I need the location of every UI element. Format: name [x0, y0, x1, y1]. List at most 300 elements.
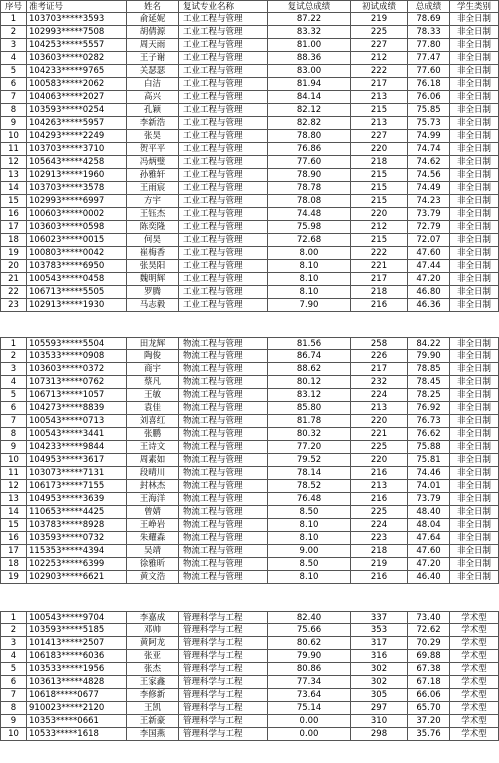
cell-retest: 8.10 [268, 571, 351, 584]
cell-total: 72.07 [408, 234, 450, 247]
cell-ticket: 115353*****4394 [27, 545, 127, 558]
cell-ticket: 107313*****0762 [27, 376, 127, 389]
cell-major: 工业工程与管理 [179, 104, 268, 117]
cell-retest: 0.00 [268, 715, 351, 728]
table-row [0, 286, 499, 299]
cell-ticket: 104953*****3639 [27, 493, 127, 506]
cell-total: 35.76 [408, 728, 450, 741]
cell-total: 66.06 [408, 689, 450, 702]
cell-initial: 216 [351, 571, 408, 584]
cell-seq: 22 [0, 286, 27, 299]
cell-ticket: 100603*****0002 [27, 208, 127, 221]
cell-category: 非全日制 [450, 156, 499, 169]
cell-major: 管理科学与工程 [179, 728, 268, 741]
cell-major: 工业工程与管理 [179, 234, 268, 247]
cell-initial: 215 [351, 234, 408, 247]
cell-major: 管理科学与工程 [179, 611, 268, 624]
cell-seq: 10 [0, 728, 27, 741]
cell-initial: 217 [351, 273, 408, 286]
cell-total: 74.99 [408, 130, 450, 143]
cell-ticket: 104253*****5557 [27, 39, 127, 52]
cell-category: 非全日制 [450, 78, 499, 91]
cell-category: 非全日制 [450, 104, 499, 117]
table-row [0, 169, 499, 182]
cell-initial: 226 [351, 350, 408, 363]
cell-retest: 85.80 [268, 402, 351, 415]
cell-initial: 317 [351, 637, 408, 650]
cell-major: 管理科学与工程 [179, 637, 268, 650]
table-row [0, 467, 499, 480]
cell-major: 物流工程与管理 [179, 467, 268, 480]
cell-ticket: 100543*****0713 [27, 415, 127, 428]
cell-category: 非全日制 [450, 519, 499, 532]
cell-major: 物流工程与管理 [179, 415, 268, 428]
cell-initial: 297 [351, 702, 408, 715]
cell-name: 王凯 [127, 702, 179, 715]
cell-initial: 232 [351, 376, 408, 389]
cell-initial: 225 [351, 26, 408, 39]
cell-seq: 3 [0, 637, 27, 650]
cell-initial: 227 [351, 39, 408, 52]
cell-total: 74.56 [408, 169, 450, 182]
table-row [0, 208, 499, 221]
cell-seq: 5 [0, 389, 27, 402]
cell-major: 管理科学与工程 [179, 702, 268, 715]
cell-ticket: 103613*****4828 [27, 676, 127, 689]
cell-retest: 84.14 [268, 91, 351, 104]
cell-retest: 8.10 [268, 519, 351, 532]
cell-category: 非全日制 [450, 13, 499, 26]
cell-initial: 217 [351, 78, 408, 91]
cell-retest: 80.32 [268, 428, 351, 441]
cell-seq: 17 [0, 221, 27, 234]
table-row [0, 676, 499, 689]
cell-major: 复试专业名称 [179, 0, 268, 13]
cell-total: 75.73 [408, 117, 450, 130]
cell-initial: 213 [351, 117, 408, 130]
cell-name: 姓名 [127, 0, 179, 13]
cell-ticket: 103603*****0372 [27, 363, 127, 376]
cell-major: 工业工程与管理 [179, 182, 268, 195]
cell-category: 学术型 [450, 663, 499, 676]
cell-major: 物流工程与管理 [179, 545, 268, 558]
cell-total: 74.23 [408, 195, 450, 208]
cell-total: 67.18 [408, 676, 450, 689]
cell-seq: 1 [0, 337, 27, 350]
cell-total: 79.90 [408, 350, 450, 363]
cell-retest: 9.00 [268, 545, 351, 558]
cell-total: 74.62 [408, 156, 450, 169]
cell-total: 78.85 [408, 363, 450, 376]
cell-name: 王敏 [127, 389, 179, 402]
cell-total: 74.01 [408, 480, 450, 493]
cell-major: 物流工程与管理 [179, 493, 268, 506]
cell-major: 工业工程与管理 [179, 169, 268, 182]
cell-category: 非全日制 [450, 130, 499, 143]
cell-name: 段晴川 [127, 467, 179, 480]
cell-retest: 76.48 [268, 493, 351, 506]
cell-name: 方宇 [127, 195, 179, 208]
cell-major: 工业工程与管理 [179, 65, 268, 78]
cell-seq: 14 [0, 506, 27, 519]
table-row [0, 480, 499, 493]
cell-ticket: 103703*****3593 [27, 13, 127, 26]
cell-major: 工业工程与管理 [179, 78, 268, 91]
cell-name: 王海洋 [127, 493, 179, 506]
cell-seq: 4 [0, 650, 27, 663]
cell-initial: 222 [351, 247, 408, 260]
cell-category: 非全日制 [450, 208, 499, 221]
cell-major: 物流工程与管理 [179, 363, 268, 376]
cell-name: 邓帅 [127, 624, 179, 637]
cell-major: 物流工程与管理 [179, 454, 268, 467]
cell-total: 46.36 [408, 299, 450, 312]
cell-retest: 79.52 [268, 454, 351, 467]
cell-name: 崔梅香 [127, 247, 179, 260]
cell-total: 75.81 [408, 454, 450, 467]
cell-name: 俞延妮 [127, 13, 179, 26]
cell-seq: 9 [0, 441, 27, 454]
table-row [0, 402, 499, 415]
cell-seq: 20 [0, 260, 27, 273]
cell-seq: 16 [0, 532, 27, 545]
cell-name: 袁佳 [127, 402, 179, 415]
cell-ticket: 102913*****1960 [27, 169, 127, 182]
table-row [0, 156, 499, 169]
cell-retest: 77.60 [268, 156, 351, 169]
cell-total: 46.80 [408, 286, 450, 299]
cell-initial: 初试成绩 [351, 0, 408, 13]
cell-initial: 220 [351, 415, 408, 428]
cell-seq: 15 [0, 519, 27, 532]
cell-seq: 9 [0, 715, 27, 728]
cell-retest: 78.52 [268, 480, 351, 493]
cell-retest: 7.90 [268, 299, 351, 312]
cell-ticket: 106713*****5505 [27, 286, 127, 299]
cell-major: 工业工程与管理 [179, 286, 268, 299]
cell-initial: 212 [351, 221, 408, 234]
cell-seq: 19 [0, 571, 27, 584]
cell-major: 工业工程与管理 [179, 221, 268, 234]
cell-ticket: 106023*****0015 [27, 234, 127, 247]
table-row [0, 532, 499, 545]
cell-major: 管理科学与工程 [179, 650, 268, 663]
cell-major: 物流工程与管理 [179, 389, 268, 402]
cell-total: 77.47 [408, 52, 450, 65]
cell-major: 工业工程与管理 [179, 91, 268, 104]
cell-category: 学术型 [450, 728, 499, 741]
table-row [0, 506, 499, 519]
cell-name: 张亚 [127, 650, 179, 663]
cell-category: 非全日制 [450, 376, 499, 389]
cell-seq: 4 [0, 52, 27, 65]
cell-seq: 2 [0, 26, 27, 39]
cell-total: 77.60 [408, 65, 450, 78]
table-row [0, 389, 499, 402]
cell-seq: 9 [0, 117, 27, 130]
cell-retest: 8.10 [268, 286, 351, 299]
cell-major: 工业工程与管理 [179, 130, 268, 143]
cell-name: 黄文浩 [127, 571, 179, 584]
cell-category: 非全日制 [450, 363, 499, 376]
table-row [0, 234, 499, 247]
cell-retest: 78.80 [268, 130, 351, 143]
cell-seq: 15 [0, 195, 27, 208]
table-row [0, 558, 499, 571]
cell-seq: 7 [0, 415, 27, 428]
cell-seq: 13 [0, 169, 27, 182]
cell-category: 非全日制 [450, 532, 499, 545]
cell-name: 王雨宸 [127, 182, 179, 195]
cell-category: 学术型 [450, 624, 499, 637]
cell-category: 非全日制 [450, 117, 499, 130]
cell-total: 73.79 [408, 493, 450, 506]
cell-name: 李修新 [127, 689, 179, 702]
table-row [0, 702, 499, 715]
cell-ticket: 100543*****0458 [27, 273, 127, 286]
cell-retest: 77.20 [268, 441, 351, 454]
cell-ticket: 106713*****1057 [27, 389, 127, 402]
cell-total: 84.22 [408, 337, 450, 350]
cell-initial: 305 [351, 689, 408, 702]
cell-category: 非全日制 [450, 402, 499, 415]
cell-retest: 83.32 [268, 26, 351, 39]
cell-category: 非全日制 [450, 571, 499, 584]
cell-initial: 218 [351, 286, 408, 299]
cell-category: 非全日制 [450, 182, 499, 195]
table-row [0, 663, 499, 676]
cell-major: 工业工程与管理 [179, 52, 268, 65]
table-row [0, 493, 499, 506]
cell-retest: 81.94 [268, 78, 351, 91]
cell-name: 魏明辉 [127, 273, 179, 286]
cell-total: 69.88 [408, 650, 450, 663]
cell-category: 非全日制 [450, 286, 499, 299]
cell-retest: 78.08 [268, 195, 351, 208]
table-row [0, 363, 499, 376]
cell-category: 非全日制 [450, 350, 499, 363]
cell-ticket: 104233*****9844 [27, 441, 127, 454]
cell-ticket: 104063*****2027 [27, 91, 127, 104]
cell-major: 工业工程与管理 [179, 143, 268, 156]
cell-initial: 298 [351, 728, 408, 741]
cell-ticket: 100583*****2062 [27, 78, 127, 91]
cell-initial: 302 [351, 663, 408, 676]
cell-ticket: 103603*****0598 [27, 221, 127, 234]
cell-major: 物流工程与管理 [179, 519, 268, 532]
cell-initial: 222 [351, 65, 408, 78]
cell-ticket: 103533*****1956 [27, 663, 127, 676]
cell-name: 吴靖 [127, 545, 179, 558]
cell-name: 刘喜红 [127, 415, 179, 428]
cell-total: 76.62 [408, 428, 450, 441]
cell-total: 47.44 [408, 260, 450, 273]
cell-retest: 8.10 [268, 273, 351, 286]
table-row [0, 611, 499, 624]
cell-name: 王诗文 [127, 441, 179, 454]
cell-total: 76.06 [408, 91, 450, 104]
cell-ticket: 102903*****6621 [27, 571, 127, 584]
cell-category: 非全日制 [450, 260, 499, 273]
cell-major: 物流工程与管理 [179, 428, 268, 441]
table-row [0, 441, 499, 454]
cell-initial: 258 [351, 337, 408, 350]
table-row [0, 91, 499, 104]
cell-seq: 5 [0, 65, 27, 78]
cell-seq: 21 [0, 273, 27, 286]
cell-name: 孙雅轩 [127, 169, 179, 182]
cell-total: 47.60 [408, 247, 450, 260]
cell-retest: 73.64 [268, 689, 351, 702]
cell-seq: 8 [0, 104, 27, 117]
cell-initial: 225 [351, 506, 408, 519]
cell-name: 关瑟瑟 [127, 65, 179, 78]
cell-name: 周天雨 [127, 39, 179, 52]
cell-category: 非全日制 [450, 454, 499, 467]
cell-retest: 75.66 [268, 624, 351, 637]
table-row [0, 143, 499, 156]
table-row [0, 221, 499, 234]
cell-ticket: 105643*****4258 [27, 156, 127, 169]
cell-ticket: 104263*****5957 [27, 117, 127, 130]
cell-name: 封林杰 [127, 480, 179, 493]
cell-initial: 220 [351, 208, 408, 221]
cell-initial: 215 [351, 104, 408, 117]
cell-retest: 8.00 [268, 247, 351, 260]
cell-initial: 220 [351, 143, 408, 156]
cell-total: 78.25 [408, 389, 450, 402]
cell-name: 高兴 [127, 91, 179, 104]
cell-category: 学术型 [450, 702, 499, 715]
cell-major: 工业工程与管理 [179, 260, 268, 273]
cell-name: 朱耀森 [127, 532, 179, 545]
cell-major: 物流工程与管理 [179, 376, 268, 389]
table-row [0, 650, 499, 663]
table-row [0, 545, 499, 558]
cell-ticket: 910023*****2120 [27, 702, 127, 715]
cell-initial: 219 [351, 558, 408, 571]
cell-total: 72.79 [408, 221, 450, 234]
cell-major: 管理科学与工程 [179, 663, 268, 676]
table-row [0, 624, 499, 637]
cell-ticket: 102993*****7508 [27, 26, 127, 39]
cell-seq: 10 [0, 454, 27, 467]
cell-name: 张昊阳 [127, 260, 179, 273]
cell-retest: 82.40 [268, 611, 351, 624]
cell-initial: 220 [351, 454, 408, 467]
cell-ticket: 100543*****9704 [27, 611, 127, 624]
cell-ticket: 准考证号 [27, 0, 127, 13]
cell-seq: 3 [0, 363, 27, 376]
cell-name: 贺平平 [127, 143, 179, 156]
cell-seq: 19 [0, 247, 27, 260]
cell-ticket: 103073*****7131 [27, 467, 127, 480]
cell-retest: 8.50 [268, 506, 351, 519]
cell-retest: 80.86 [268, 663, 351, 676]
cell-seq: 5 [0, 663, 27, 676]
cell-total: 48.40 [408, 506, 450, 519]
cell-initial: 213 [351, 402, 408, 415]
cell-retest: 80.62 [268, 637, 351, 650]
cell-total: 65.70 [408, 702, 450, 715]
cell-seq: 10 [0, 130, 27, 143]
table-row [0, 415, 499, 428]
cell-seq: 序号 [0, 0, 27, 13]
cell-retest: 8.50 [268, 558, 351, 571]
table-row [0, 376, 499, 389]
cell-major: 工业工程与管理 [179, 195, 268, 208]
cell-initial: 216 [351, 467, 408, 480]
cell-initial: 215 [351, 182, 408, 195]
cell-name: 马志毅 [127, 299, 179, 312]
cell-retest: 76.86 [268, 143, 351, 156]
cell-name: 王家鑫 [127, 676, 179, 689]
cell-category: 非全日制 [450, 441, 499, 454]
cell-major: 工业工程与管理 [179, 156, 268, 169]
cell-category: 非全日制 [450, 558, 499, 571]
cell-initial: 218 [351, 156, 408, 169]
cell-retest: 83.00 [268, 65, 351, 78]
cell-total: 37.20 [408, 715, 450, 728]
table-row [0, 637, 499, 650]
cell-major: 工业工程与管理 [179, 247, 268, 260]
cell-ticket: 10353*****0661 [27, 715, 127, 728]
cell-category: 学术型 [450, 650, 499, 663]
cell-ticket: 103783*****8928 [27, 519, 127, 532]
cell-category: 学术型 [450, 689, 499, 702]
cell-seq: 14 [0, 182, 27, 195]
table-row [0, 182, 499, 195]
cell-category: 学生类别 [450, 0, 499, 13]
cell-initial: 353 [351, 624, 408, 637]
cell-total: 76.73 [408, 415, 450, 428]
cell-retest: 77.34 [268, 676, 351, 689]
cell-total: 47.20 [408, 558, 450, 571]
cell-category: 非全日制 [450, 91, 499, 104]
cell-seq: 1 [0, 611, 27, 624]
cell-retest: 88.62 [268, 363, 351, 376]
cell-ticket: 104273*****8839 [27, 402, 127, 415]
cell-seq: 8 [0, 702, 27, 715]
cell-name: 冯炳璧 [127, 156, 179, 169]
cell-category: 非全日制 [450, 247, 499, 260]
cell-major: 物流工程与管理 [179, 402, 268, 415]
table-row [0, 715, 499, 728]
cell-seq: 3 [0, 39, 27, 52]
cell-seq: 13 [0, 493, 27, 506]
cell-seq: 16 [0, 208, 27, 221]
table-row [0, 428, 499, 441]
cell-name: 徐雅昕 [127, 558, 179, 571]
cell-ticket: 106173*****7155 [27, 480, 127, 493]
cell-category: 学术型 [450, 715, 499, 728]
cell-category: 非全日制 [450, 337, 499, 350]
cell-name: 蔡凡 [127, 376, 179, 389]
cell-category: 非全日制 [450, 415, 499, 428]
table-row [0, 350, 499, 363]
cell-seq: 18 [0, 234, 27, 247]
cell-total: 75.85 [408, 104, 450, 117]
cell-name: 胡倩源 [127, 26, 179, 39]
table-header [0, 0, 499, 13]
table-row [0, 260, 499, 273]
cell-major: 管理科学与工程 [179, 676, 268, 689]
cell-ticket: 101413*****2507 [27, 637, 127, 650]
cell-initial: 302 [351, 676, 408, 689]
cell-category: 非全日制 [450, 480, 499, 493]
table-row [0, 78, 499, 91]
cell-retest: 75.14 [268, 702, 351, 715]
